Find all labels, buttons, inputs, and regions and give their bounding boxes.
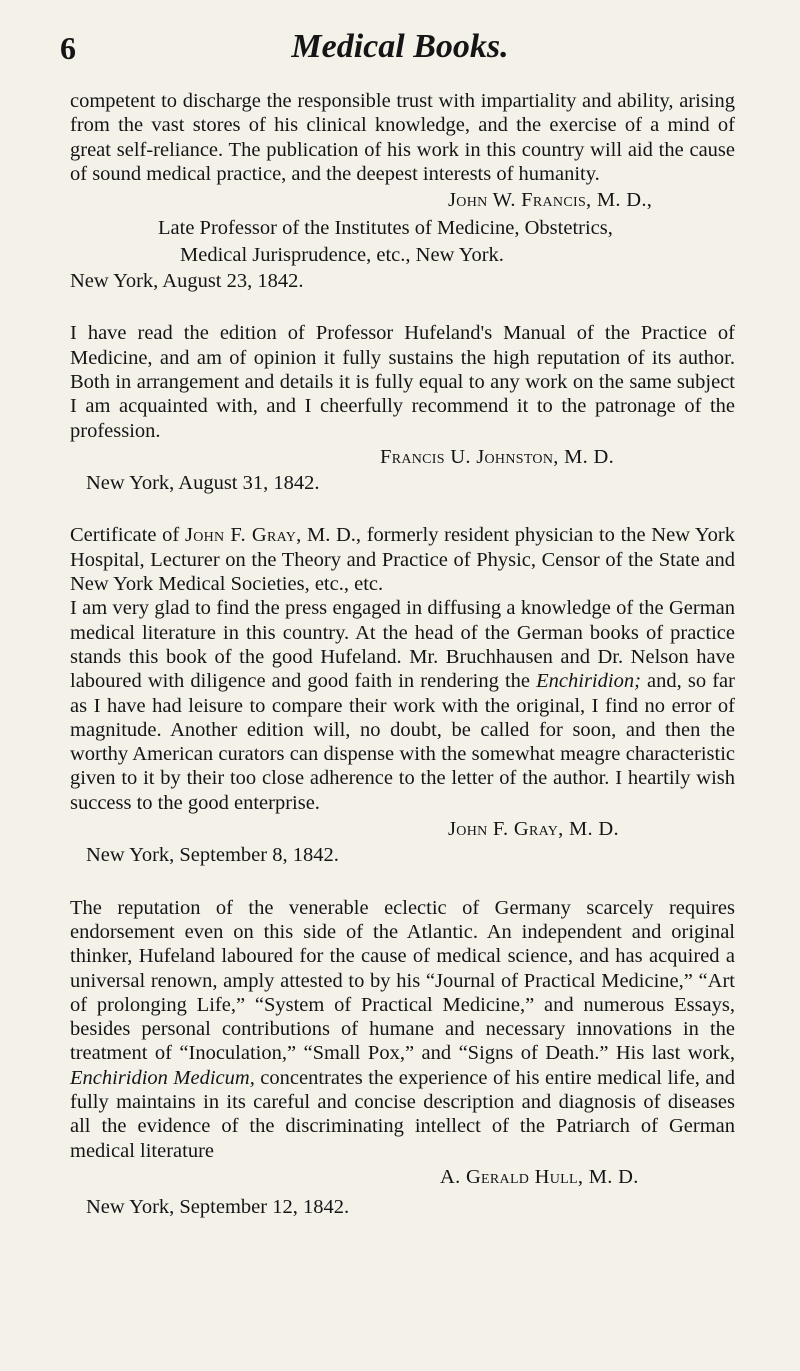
date-hull: New York, September 12, 1842. bbox=[86, 1196, 350, 1219]
date-francis: New York, August 23, 1842. bbox=[70, 270, 304, 293]
paragraph-4-part-1: I am very glad to find the press engaged in diffusing a knowledge of the German medical literature in this country. At the head of the German books of practice stands this book of the good Hufeland. Mr. Bruchhausen and Dr. Nelson have laboured with diligence and good faith in rendering the bbox=[70, 597, 735, 693]
paragraph-1: competent to discharge the responsible trust with impartiality and ability, arising from the vast stores of his clinical knowledge, and the exercise of a mind of great self-reliance. The publication of his work in this country will aid the cause of sound medical practice, and the deepest interests of humanity. bbox=[70, 90, 735, 185]
paragraph-4 bbox=[70, 596, 735, 815]
paragraph-5-italic: Enchiridion Medicum, bbox=[70, 1066, 255, 1089]
paragraph-4-italic: Enchiridion; bbox=[536, 670, 641, 693]
paragraph-3-name: John F. Gray bbox=[184, 524, 297, 547]
signature-gray: John F. Gray, M. D. bbox=[448, 818, 619, 841]
signature-johnston: Francis U. Johnston, M. D. bbox=[380, 445, 614, 468]
paragraph-3-rest: , M. D., formerly resident physician to the New York Hospital, Lecturer on the Theory and Practice of Physic, Censor of the State and New York Medical Societies, etc., etc. bbox=[70, 524, 735, 596]
paragraph-3-intro: Certificate of bbox=[70, 524, 185, 547]
signature-hull: A. Gerald Hull, M. D. bbox=[440, 1165, 639, 1188]
signature-francis-title-1: Late Professor of the Institutes of Medicine, Obstetrics, bbox=[158, 217, 613, 240]
date-gray: New York, September 8, 1842. bbox=[86, 844, 339, 867]
paragraph-2: I have read the edition of Professor Hufeland's Manual of the Practice of Medicine, and am of opinion it fully sustains the high reputation of its author. Both in arrangement and details it is fully equal to any work on the same subject I am acquainted with, and I cheerfully recommend it to the patronage of the profession. bbox=[70, 322, 735, 442]
paragraph-5-part-2: concentrates the experience of his entire medical life, and fully maintains in its careful and concise description and diagnosis of diseases all the evidence of the discriminating intellect of the Patriarch of German medical literature bbox=[70, 1066, 735, 1162]
signature-francis-title-2: Medical Jurisprudence, etc., New York. bbox=[180, 243, 504, 266]
signature-francis: John W. Francis, M. D., bbox=[448, 189, 653, 212]
paragraph-4-part-2: and, so far as I have had leisure to compare their work with the original, I find no error of magnitude. Another edition will, no doubt, be called for soon, and then the worthy American curators can dispense with the somewhat meagre characteristic given to it by their too close adherence to the letter of the author. I heartily wish success to the good enterprise. bbox=[70, 670, 735, 814]
paragraph-5-part-1: The reputation of the venerable eclectic of Germany scarcely requires endorsement even on this side of the Atlantic. An independent and original thinker, Hufeland laboured for the cause of medical science, and has acquired a universal renown, amply attested to by his “Journal of Practical Medicine,” “Art of prolonging Life,” “System of Practical Medicine,” and numerous Essays, besides personal contributions of humane and necessary innovations in the treatment of “Inoculation,” “Small Pox,” and “Signs of Death.” His last work, bbox=[70, 896, 735, 1065]
date-johnston: New York, August 31, 1842. bbox=[86, 472, 320, 495]
page-header bbox=[0, 16, 800, 66]
page-body bbox=[70, 89, 735, 1219]
paragraph-5 bbox=[70, 896, 735, 1163]
paragraph-3 bbox=[70, 523, 735, 596]
page-number: 6 bbox=[60, 30, 76, 66]
running-title: Medical Books. bbox=[291, 28, 509, 65]
